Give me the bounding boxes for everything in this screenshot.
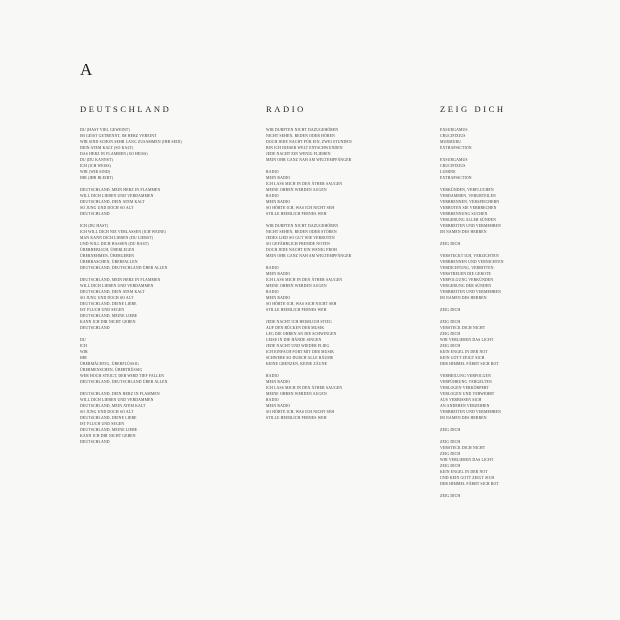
lyrics-stanza <box>266 265 426 313</box>
lyrics-line: ZEIG DICH <box>440 440 461 444</box>
lyrics-line: VERBREITEN UND VERMEHREN <box>440 290 501 294</box>
lyrics-line: JEDES LIED SO GUT WIE VERBOTEN <box>266 236 335 240</box>
lyrics-line: RADIO <box>266 374 279 378</box>
lyrics-stanza <box>80 187 240 217</box>
lyrics-line: MEIN OHR GANZ NAH AM WELTEMPFÄNGER <box>266 158 352 162</box>
lyrics-line: DER HIMMEL FÄRBT SICH ROT <box>440 362 499 366</box>
lyrics-line: WILL DICH LIEBEN UND VERDAMMEN <box>80 284 154 288</box>
lyrics-line: DEUTSCHLAND, MEIN HERZ IN FLAMMEN <box>80 278 161 282</box>
lyrics-stanza <box>440 253 600 301</box>
lyrics-line: WIR SIND SCHON SEHR LANG ZUSAMMEN (IHR SEID) <box>80 140 182 144</box>
lyrics-line: ZEIG DICH <box>440 320 461 324</box>
lyrics-line: RADIO <box>266 194 279 198</box>
lyrics-line: VERGEBUNG ALLER SÜNDEN <box>440 218 497 222</box>
lyrics-line: WILL DICH LIEBEN UND VERDAMMEN <box>80 398 154 402</box>
lyrics-line: KEIN ENGEL IN DER NOT <box>440 350 488 354</box>
lyrics-line: STILLE HEIMLICH FERNES WEH <box>266 416 327 420</box>
lyrics-stanza <box>80 337 240 385</box>
lyrics-line: SO HÖRTE ICH, WAS SICH NICHT SEH <box>266 302 337 306</box>
lyrics-line: WER HOCH STEIGT, DER WIRD TIEF FALLEN <box>80 374 165 378</box>
lyrics-line: SO HÖRTE ICH, WAS ICH NICHT SEH <box>266 410 335 414</box>
lyrics-line: AN ANDEREN VERZEIHEN <box>440 404 490 408</box>
lyrics-line: VERFOLGUNG VERKÜNDEN <box>440 278 494 282</box>
lyrics-line: ICH (DU HAST) <box>80 224 109 228</box>
lyrics-line: VERBRENNEN UND VERNICHTEN <box>440 260 504 264</box>
lyrics-line: EXSURGAMUS <box>440 158 468 162</box>
lyrics-line: ÜBERHEBLICH, ÜBERLEGEN <box>80 248 135 252</box>
lyrics-line: VERDICHTUNG, VERBITTEN <box>440 266 494 270</box>
lyrics-line: MEINE OHREN WERDEN AUGEN <box>266 284 327 288</box>
lyrics-line: EXTRAPSICTION <box>440 176 472 180</box>
lyrics-stanza <box>80 391 240 445</box>
lyrics-line: IM GEIST GETRENNT, IM HERZ VEREINT <box>80 134 157 138</box>
lyrics-line: JEDE NACHT EIN WENIG FLIEHEN <box>266 152 331 156</box>
lyrics-stanza <box>80 277 240 331</box>
lyrics-line: LUMINE <box>440 170 456 174</box>
lyrics-line: ICH <box>80 344 87 348</box>
lyrics-line: VERSTECK DICH NICHT <box>440 326 486 330</box>
lyrics-line: DEUTSCHLAND <box>80 440 110 444</box>
lyrics-line: AUF DEN RÜCKEN DER MUSIK <box>266 326 325 330</box>
lyrics-line: WIR <box>80 350 88 354</box>
lyrics-line: KEINE GRENZEN, KEINE ZÄUNE <box>266 362 328 366</box>
lyrics-line: IST FLUCH UND SEGEN <box>80 422 125 426</box>
lyrics-line: DEUTSCHLAND, DEIN ATEM KALT <box>80 290 145 294</box>
lyrics-line: STILLE HEIMLICH FERNES WEH <box>266 212 327 216</box>
song-title: RADIO <box>266 104 306 114</box>
lyrics-line: ZEIG DICH <box>440 332 461 336</box>
lyrics-line: AUS VERBISSEN SICH <box>440 398 482 402</box>
lyrics-stanza <box>80 223 240 271</box>
lyrics-line: DEUTSCHLAND, DEIN ATEM KALT <box>80 200 145 204</box>
lyrics-line: ZEIG DICH <box>440 464 461 468</box>
lyrics-line: CRUCIFIXIUS <box>440 164 466 168</box>
lyrics-line: ZEIG DICH <box>440 344 461 348</box>
lyrics-line: SCHWEBE SO DURCH ALLE RÄUME <box>266 356 334 360</box>
lyrics-line: IM NAMEN DES HERREN <box>440 416 487 420</box>
lyrics-line: LEG DIE OHREN AN DIE SCHWINGEN <box>266 332 337 336</box>
lyrics-line: ICH LASS MICH IN DEN ÄTHER SAUGEN <box>266 278 343 282</box>
lyrics-stanza <box>440 187 600 235</box>
lyrics-line: SO JUNG UND DOCH SO ALT <box>80 296 134 300</box>
lyrics-line: IM NAMEN DES HERREN <box>440 230 487 234</box>
lyrics-line: KEIN ENGEL IN DER NOT <box>440 470 488 474</box>
lyrics-line: MEIN OHR GANZ NAH AM WELTEMPFÄNGER <box>266 254 352 258</box>
lyrics-line: NICHT SEHEN, REDEN ODER HÖREN <box>266 134 335 138</box>
lyrics-line: EXTRAPSICTION <box>440 146 472 150</box>
lyrics-line: DEUTSCHLAND, MEIN ATEM KALT <box>80 404 146 408</box>
lyrics-line: DEUTSCHLAND <box>80 212 110 216</box>
lyrics-line: UND KEIN GOTT ZEIGT SICH <box>440 476 495 480</box>
lyrics-line: ÜBERNEHMEN, ÜBERGEBEN <box>80 254 135 258</box>
lyrics-line: DEUTSCHLAND, DEINE LIEBE <box>80 302 137 306</box>
lyrics-line: VERBREITEN UND VERMEHREN <box>440 224 501 228</box>
lyrics-stanza <box>440 427 600 433</box>
lyrics-stanza <box>266 223 426 259</box>
lyrics-line: DER HIMMEL FÄRBT SICH ROT <box>440 482 499 486</box>
lyrics-line: MEIN RADIO <box>266 380 291 384</box>
lyrics-line: VERBRENNEN, VERSPEICHERN <box>440 200 500 204</box>
lyrics-line: RADIO <box>266 398 279 402</box>
lyrics-line: DU (HAST VIEL GEWEINT) <box>80 128 130 132</box>
lyrics-line: MEIN RADIO <box>266 404 291 408</box>
lyrics-line: BIN ICH DIESER WELT ENTSCHWUNDEN <box>266 146 343 150</box>
lyrics-line: ICH LASS MICH IN DEN ÄTHER SAUGEN <box>266 386 343 390</box>
lyrics-line: WIR (WIR SIND) <box>80 170 111 174</box>
lyrics-line: ICH EINFACH FORT MIT DER MUSIK <box>266 350 335 354</box>
lyrics-line: DEUTSCHLAND <box>80 326 110 330</box>
lyrics-line: ICH (ICH WEISS) <box>80 164 112 168</box>
lyrics-line: VERFÜHRUNG VERGELTEN <box>440 380 492 384</box>
lyrics-line: IHR <box>80 356 87 360</box>
lyrics-stanza <box>266 127 426 163</box>
lyrics-stanza <box>440 439 600 487</box>
lyrics-line: SO JUNG UND DOCH SO ALT <box>80 206 134 210</box>
lyrics-line: VERKÜNDEN, VERFLUCHEN <box>440 188 494 192</box>
lyrics-line: RADIO <box>266 290 279 294</box>
lyrics-line: WIR DURFTEN NICHT DAZUGEHÖREN <box>266 128 339 132</box>
song-title: DEUTSCHLAND <box>80 104 172 114</box>
lyrics-line: DEUTSCHLAND, MEINE LIEBE <box>80 428 138 432</box>
lyrics-line: ÜBERMÄCHTIG, ÜBERFLÜSSIG <box>80 362 139 366</box>
lyrics-line: RADIO <box>266 170 279 174</box>
lyrics-column-radio <box>266 104 426 427</box>
lyrics-line: VERSTECKT ICH, VERZICHTEN <box>440 254 499 258</box>
lyrics-line: DAS HERZ IN FLAMMEN (SO HEISS) <box>80 152 148 156</box>
lyrics-column-zeig-dich <box>440 104 600 505</box>
lyrics-line: KEIN GOTT ZEIGT SICH <box>440 356 485 360</box>
lyrics-line: ICH WILL DICH NIE VERLASSEN (ICH WEINE) <box>80 230 167 234</box>
lyrics-line: ÜBERMENSCHEN, ÜBERTRÜSSIG <box>80 368 143 372</box>
lyrics-line: DEUTSCHLAND, MEIN HERZ IN FLAMMEN <box>80 188 161 192</box>
lyrics-line: LEISE IN DIE HÄNDE SINGEN <box>266 338 322 342</box>
lyrics-line: VERHEILUNG VERFOLGEN <box>440 374 491 378</box>
lyrics-line: MEIN RADIO <box>266 176 291 180</box>
lyrics-line: VERSTREUEN DIE GEBOTE <box>440 272 492 276</box>
lyrics-line: DEUTSCHLAND, DEIN HERZ IN FLAMMEN <box>80 392 160 396</box>
lyrics-line: CRUCIFIXIUS <box>440 134 466 138</box>
lyrics-line: JEDE NACHT ICH HEIMLICH STIEG <box>266 320 332 324</box>
lyrics-line: VERBRENNUNG SUCHEN <box>440 212 488 216</box>
side-label: A <box>80 60 93 79</box>
lyrics-stanza <box>440 127 600 151</box>
lyrics-line: IM NAMEN DES HERREN <box>440 296 487 300</box>
lyrics-line: MEIN RADIO <box>266 272 291 276</box>
lyrics-line: VERGEBUNG DER SÜNDEN <box>440 284 492 288</box>
lyrics-line: DEIN ATEM KALT (SO KALT) <box>80 146 134 150</box>
lyrics-line: EXSURGAMUS <box>440 128 468 132</box>
lyrics-line: MEIN RADIO <box>266 200 291 204</box>
lyrics-line: VERLOGEN UND VERWEHRT <box>440 392 495 396</box>
lyrics-line: DEUTSCHLAND, DEUTSCHLAND ÜBER ALLEN <box>80 266 168 270</box>
lyrics-line: STILLE HEIMLICH FERNES WEH <box>266 308 327 312</box>
lyrics-line: VERBOTEN SIE VERBRECHEN <box>440 206 497 210</box>
lyrics-line: DEUTSCHLAND, DEUTSCHLAND ÜBER ALLEN <box>80 380 168 384</box>
lyrics-line: MEINE OHREN WERDEN AUGEN <box>266 392 327 396</box>
lyrics-line: MURMURU <box>440 140 462 144</box>
lyrics-line: WILL DICH LIEBEN UND VERDAMMEN <box>80 194 154 198</box>
lyrics-line: DU <box>80 338 86 342</box>
lyrics-stanza <box>80 127 240 181</box>
lyrics-line: WIR VERLIEREN DAS LICHT <box>440 458 494 462</box>
lyrics-line: ZEIG DICH <box>440 308 461 312</box>
lyrics-line: IHR (IHR BLEIBT) <box>80 176 114 180</box>
lyrics-line: MAN KANN DICH LIEBEN (DU LIEBST) <box>80 236 154 240</box>
lyrics-line: ZEIG DICH <box>440 242 461 246</box>
lyrics-line: ZEIG DICH <box>440 452 461 456</box>
lyrics-line: SO HÖRTE ICH, WAS ICH NICHT SEH <box>266 206 335 210</box>
lyrics-line: SO GEFÄHRLICH FREMDE NOTEN <box>266 242 330 246</box>
lyrics-column-deutschland <box>80 104 240 451</box>
lyrics-line: NICHT SEHEN, REDEN ODER STÖREN <box>266 230 337 234</box>
lyrics-line: KANN ICH DIR NICHT GEBEN <box>80 320 136 324</box>
lyrics-line: VERDAMMEN, VERURTEILEN <box>440 194 496 198</box>
lyrics-stanza <box>440 241 600 247</box>
lyrics-stanza <box>440 493 600 499</box>
lyrics-line: VERSTECK DICH NICHT <box>440 446 486 450</box>
lyrics-stanza <box>266 319 426 367</box>
lyrics-stanza <box>440 373 600 421</box>
lyrics-line: VERLOGEN VERKÖRPERT <box>440 386 489 390</box>
lyrics-stanza <box>266 169 426 217</box>
lyrics-line: WIR DURFTEN NICHT DAZUGEHÖREN <box>266 224 339 228</box>
lyrics-line: ICH LASS MICH IN DEN ÄTHER SAUGEN <box>266 182 343 186</box>
lyrics-line: KANN ICH DIR NICHT GEBEN <box>80 434 136 438</box>
lyrics-line: ÜBERRASCHEN, ÜBERFALLEN <box>80 260 138 264</box>
lyrics-line: UND WILL DICH HASSEN (DU HAST) <box>80 242 149 246</box>
lyrics-line: DEUTSCHLAND, MEINE LIEBE <box>80 314 138 318</box>
song-title: ZEIG DICH <box>440 104 506 114</box>
lyrics-line: WIR VERLIEREN DAS LICHT <box>440 338 494 342</box>
lyrics-line: IST FLUCH UND SEGEN <box>80 308 125 312</box>
lyrics-line: ZEIG DICH <box>440 494 461 498</box>
lyrics-line: MEIN RADIO <box>266 296 291 300</box>
lyrics-line: DOCH JEDE NACHT EIN WENIG FROH <box>266 248 337 252</box>
lyrics-line: JEDE NACHT UND WIEDER FLIEG <box>266 344 330 348</box>
lyrics-line: SO JUNG UND DOCH SO ALT <box>80 410 134 414</box>
lyrics-line: VERBREITEN UND VERMEHREN <box>440 410 501 414</box>
lyrics-line: MEINE OHREN WERDEN AUGEN <box>266 188 327 192</box>
lyrics-line: RADIO <box>266 266 279 270</box>
lyrics-line: DOCH JEDE NACHT FÜR EIN, ZWEI STUNDEN <box>266 140 352 144</box>
lyrics-line: DU (DU KANNST) <box>80 158 113 162</box>
lyrics-stanza <box>440 307 600 313</box>
lyrics-line: DEUTSCHLAND, DEINE LIEBE <box>80 416 137 420</box>
lyrics-stanza <box>266 373 426 421</box>
lyrics-stanza <box>440 319 600 367</box>
lyrics-line: ZEIG DICH <box>440 428 461 432</box>
lyrics-stanza <box>440 157 600 181</box>
